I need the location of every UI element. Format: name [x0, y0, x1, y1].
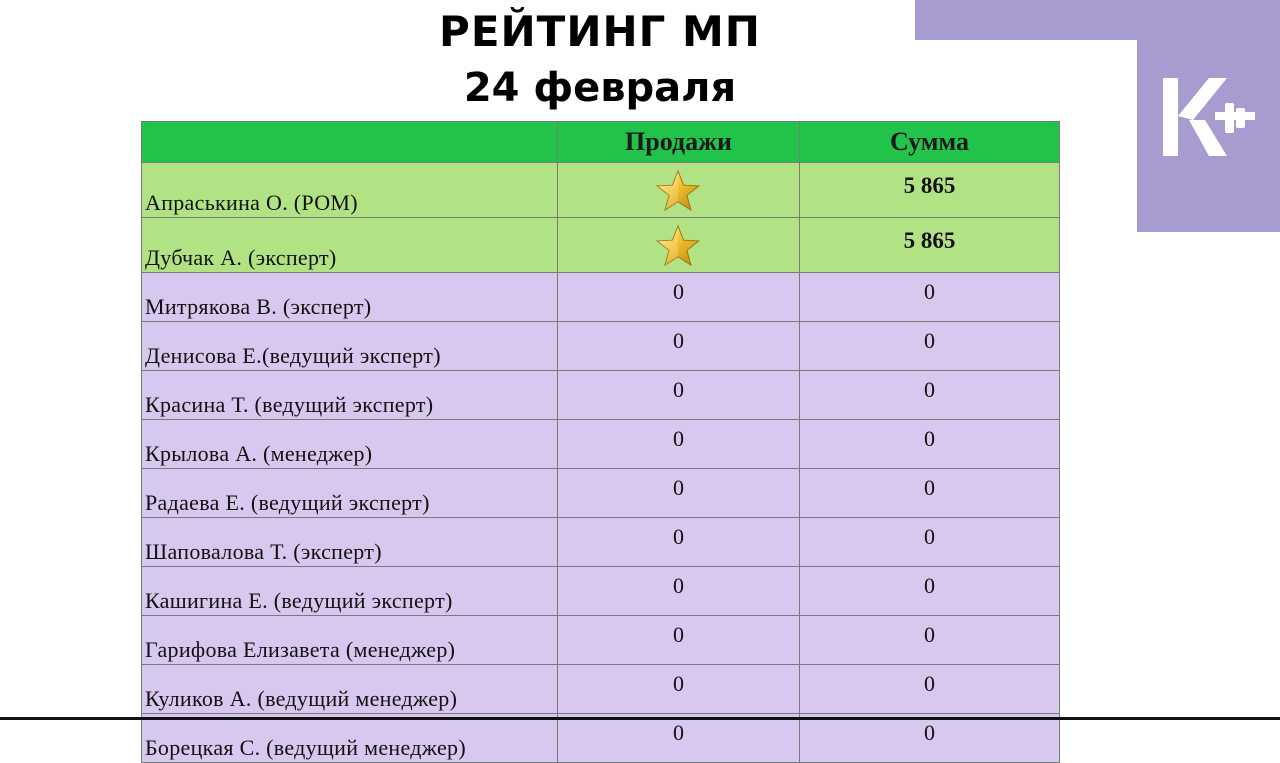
header-sum: Сумма [800, 122, 1060, 163]
gold-star-icon [655, 224, 701, 268]
table-row [142, 518, 1060, 567]
employee-name: Денисова Е.(ведущий эксперт) [142, 322, 558, 371]
employee-name: Борецкая С. (ведущий менеджер) [142, 714, 558, 763]
sum-cell: 0 [800, 665, 1060, 714]
sum-cell: 0 [800, 420, 1060, 469]
employee-name: Куликов А. (ведущий менеджер) [142, 665, 558, 714]
sales-cell: 0 [558, 420, 800, 469]
sales-cell: 0 [558, 518, 800, 567]
sales-cell: 0 [558, 714, 800, 763]
table-row [142, 567, 1060, 616]
gold-star-icon [655, 169, 701, 213]
header-name [142, 122, 558, 163]
sum-cell: 0 [800, 714, 1060, 763]
page-subtitle: 24 февраля [463, 65, 737, 111]
decorative-band [915, 0, 1280, 40]
sum-cell: 5 865 [800, 163, 1060, 218]
sum-cell: 0 [800, 518, 1060, 567]
header-sales: Продажи [558, 122, 800, 163]
sales-cell: 0 [558, 469, 800, 518]
employee-name: Красина Т. (ведущий эксперт) [142, 371, 558, 420]
table-row [142, 469, 1060, 518]
page-title: РЕЙТИНГ МП [439, 7, 761, 56]
sum-cell: 0 [800, 469, 1060, 518]
sales-cell: 0 [558, 616, 800, 665]
employee-name: Шаповалова Т. (эксперт) [142, 518, 558, 567]
k-plus-logo-icon [1159, 70, 1259, 170]
table-row [142, 273, 1060, 322]
table-row [142, 371, 1060, 420]
sum-cell: 0 [800, 616, 1060, 665]
table-row [142, 665, 1060, 714]
sales-cell [558, 218, 800, 273]
employee-name: Апраськина О. (РОМ) [142, 163, 558, 218]
table-row [142, 420, 1060, 469]
employee-name: Митрякова В. (эксперт) [142, 273, 558, 322]
sales-cell: 0 [558, 665, 800, 714]
table-row [142, 322, 1060, 371]
sum-cell: 5 865 [800, 218, 1060, 273]
rating-table [141, 121, 1060, 763]
table-header-row [142, 122, 1060, 163]
sum-cell: 0 [800, 567, 1060, 616]
table-row [142, 714, 1060, 763]
employee-name: Кашигина Е. (ведущий эксперт) [142, 567, 558, 616]
sales-cell [558, 163, 800, 218]
table-row [142, 163, 1060, 218]
sales-cell: 0 [558, 371, 800, 420]
sum-cell: 0 [800, 273, 1060, 322]
employee-name: Радаева Е. (ведущий эксперт) [142, 469, 558, 518]
sum-cell: 0 [800, 371, 1060, 420]
sales-cell: 0 [558, 567, 800, 616]
brand-logo-panel [1137, 40, 1280, 232]
sales-cell: 0 [558, 273, 800, 322]
employee-name: Дубчак А. (эксперт) [142, 218, 558, 273]
table-row [142, 218, 1060, 273]
employee-name: Крылова А. (менеджер) [142, 420, 558, 469]
employee-name: Гарифова Елизавета (менеджер) [142, 616, 558, 665]
sum-cell: 0 [800, 322, 1060, 371]
sales-cell: 0 [558, 322, 800, 371]
table-row [142, 616, 1060, 665]
